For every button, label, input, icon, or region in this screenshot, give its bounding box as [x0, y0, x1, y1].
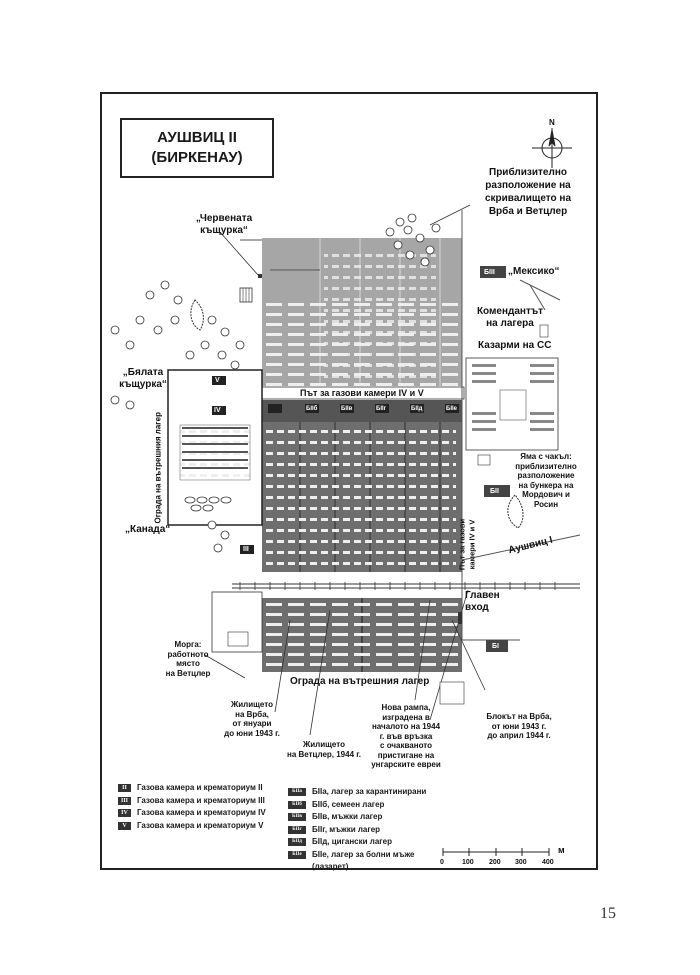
legend-row: [288, 786, 426, 799]
label-vrba-home-line: до юни 1943 г.: [224, 728, 280, 738]
label-auschwitz1: Аушвиц I: [507, 534, 554, 557]
legend-row: [118, 795, 266, 808]
label-kanada: „Канада“: [125, 524, 171, 535]
legend-swatch: БIIв: [288, 813, 306, 821]
legend-row: [288, 849, 426, 862]
label-commandant-line: Комендантът: [476, 306, 544, 317]
legend-text: Газова камера и крематориум IV: [137, 808, 266, 818]
label-white-house: [110, 367, 176, 391]
label-commandant-line: на лагера: [486, 318, 534, 329]
legend-row: [118, 782, 266, 795]
crematoria-strip: [262, 400, 462, 422]
label-vrba-home-line: Жилището: [231, 700, 273, 709]
label-new-ramp-line: началото на 1944: [371, 722, 441, 731]
label-vrba-block: [478, 712, 560, 741]
label-new-ramp-line: пристигане на: [377, 750, 435, 760]
legend-swatch: V: [118, 822, 131, 830]
ramp-band: [262, 572, 462, 584]
legend-text: БIIв, мъжки лагер: [312, 812, 383, 822]
label-main-gate: [465, 590, 500, 614]
label-mexico: „Мексико“: [508, 266, 560, 277]
crematorium-tag: II: [246, 604, 250, 611]
label-red-house-line: къщурка“: [200, 225, 248, 236]
camp-tag: БIIе: [446, 406, 457, 412]
legend-text: Газова камера и крематориум III: [137, 795, 265, 805]
legend-swatch: БIIе: [288, 851, 306, 859]
label-hiding-place-line: Приблизително: [489, 167, 567, 178]
label-vrba-block-line: от юни 1943 г.: [491, 721, 547, 731]
legend-swatch: БIIг: [288, 826, 306, 834]
label-white-house-line: къщурка“: [119, 379, 167, 390]
label-inner-fence: Ограда на вътрешния лагер: [290, 676, 430, 687]
map-title-line2: (БИРКЕНАУ): [151, 149, 243, 166]
label-pit-line: Яма с чакъл:: [520, 452, 572, 461]
label-vrba-home-line: на Врба,: [235, 709, 269, 719]
legend-row: [118, 820, 266, 833]
label-morgue-line: на Ветцлер: [165, 668, 211, 678]
label-vrba-block-line: до април 1944 г.: [487, 731, 551, 740]
scale-tick-label: 100: [462, 859, 474, 866]
crematorium-tag: IV: [214, 407, 221, 414]
label-red-house-line: „Червената: [195, 213, 253, 224]
camp-tag: БIIв: [341, 406, 353, 412]
label-morgue-line: Морга:: [174, 640, 202, 649]
label-inner-fence-vertical: Ограда на вътрешния лагер: [153, 412, 163, 524]
label-hiding-place-line: скривалището на: [484, 193, 572, 204]
camp-tag: БIIб: [306, 406, 318, 412]
label-vrba-home: [222, 700, 282, 738]
legend-row: [288, 824, 426, 837]
tag-b1-code: БI: [492, 643, 499, 650]
map-title-line1: АУШВИЦ II: [157, 129, 237, 146]
label-new-ramp-line: изградена в: [382, 712, 430, 722]
legend-swatch: IV: [118, 809, 131, 817]
label-new-ramp-line: г. във връзка: [379, 731, 433, 741]
legend-text: БIIе, лагер за болни мъже: [312, 849, 415, 859]
legend-row: [288, 861, 426, 874]
label-new-ramp-line: Нова рампа,: [381, 703, 431, 712]
legend-row: [288, 811, 426, 824]
page-number: 15: [600, 905, 616, 922]
label-pit-line: на бункера на: [518, 480, 574, 490]
label-morgue-line: работното: [167, 649, 209, 659]
label-hiding-place-line: разположение на: [485, 180, 571, 191]
legend-text: БIIд, цигански лагер: [312, 837, 392, 847]
label-vrba-block-line: Блокът на Врба,: [486, 712, 552, 721]
legend-swatch: БIIа: [288, 788, 306, 796]
label-ss-barracks: Казарми на СС: [478, 340, 552, 351]
legend-text: БIIа, лагер за карантинирани: [312, 787, 427, 797]
scale-tick-label: 400: [542, 859, 554, 866]
legend-row: [118, 807, 266, 820]
label-road-gas: Път за газови камери IV и V: [300, 388, 424, 398]
legend-row: [288, 836, 426, 849]
legend-camps: [288, 786, 426, 874]
label-wetzler-home-line: Жилището: [303, 740, 345, 749]
legend-text: (лазарет): [312, 862, 349, 872]
camp-tag: БIIг: [376, 406, 387, 412]
scale-bar: [443, 848, 549, 856]
legend-swatch: III: [118, 797, 131, 805]
compass-north: N: [549, 118, 555, 127]
legend-text: Газова камера и крематориум II: [137, 783, 263, 793]
label-main-gate-line: вход: [465, 602, 489, 613]
scale-tick-label: 200: [489, 859, 501, 866]
label-pit-line: приблизително: [515, 461, 577, 471]
legend-text: БIIг, мъжки лагер: [312, 824, 381, 834]
label-white-house-line: „Бялата: [122, 367, 164, 378]
label-road-gas-vertical: [458, 510, 477, 580]
label-main-gate-line: Главен: [465, 590, 500, 601]
label-red-house: [184, 213, 264, 237]
legend-text: Газова камера и крематориум V: [137, 820, 264, 830]
legend-crematoria: [118, 782, 266, 832]
label-commandant: [470, 306, 550, 330]
scale-unit: м: [558, 845, 565, 855]
compass-rose: [532, 128, 572, 168]
label-morgue-line: място: [176, 659, 200, 668]
label-new-ramp: [365, 703, 447, 770]
label-new-ramp-line: унгарските евреи: [371, 760, 441, 769]
scale-tick-label: 0: [440, 859, 444, 866]
label-new-ramp-line: с очакваното: [380, 741, 432, 750]
label-road-gas-vertical-line: камери IV и V: [467, 519, 476, 570]
label-pit-line: Мордович и: [522, 490, 570, 499]
label-wetzler-home: [282, 740, 366, 759]
label-road-gas-vertical-line: Път за газови: [457, 518, 467, 571]
label-hiding-place-line: Врба и Ветцлер: [488, 206, 568, 217]
label-pit-line: разположение: [517, 471, 575, 480]
legend-row: [288, 799, 426, 812]
crematorium-tag: V: [215, 377, 220, 384]
legend-swatch: БIIд: [288, 838, 306, 846]
scale-tick-label: 300: [515, 859, 527, 866]
label-hiding-place: [473, 166, 583, 218]
label-wetzler-home-line: на Ветцлер, 1944 г.: [287, 749, 361, 759]
legend-swatch: БIIб: [288, 801, 306, 809]
label-pit-line: Росин: [533, 499, 559, 509]
label-pit: [512, 452, 580, 509]
camp-tag: БIIд: [411, 406, 423, 412]
tag-bunker-code: БII: [490, 488, 499, 495]
railway: [232, 584, 580, 588]
legend-text: БIIб, семеен лагер: [312, 799, 385, 809]
label-vrba-home-line: от януари: [232, 719, 272, 728]
legend-swatch: II: [118, 784, 131, 792]
crematorium-tag: III: [243, 546, 249, 553]
label-morgue: [158, 640, 218, 678]
tag-mexico-code: БIII: [484, 269, 495, 276]
